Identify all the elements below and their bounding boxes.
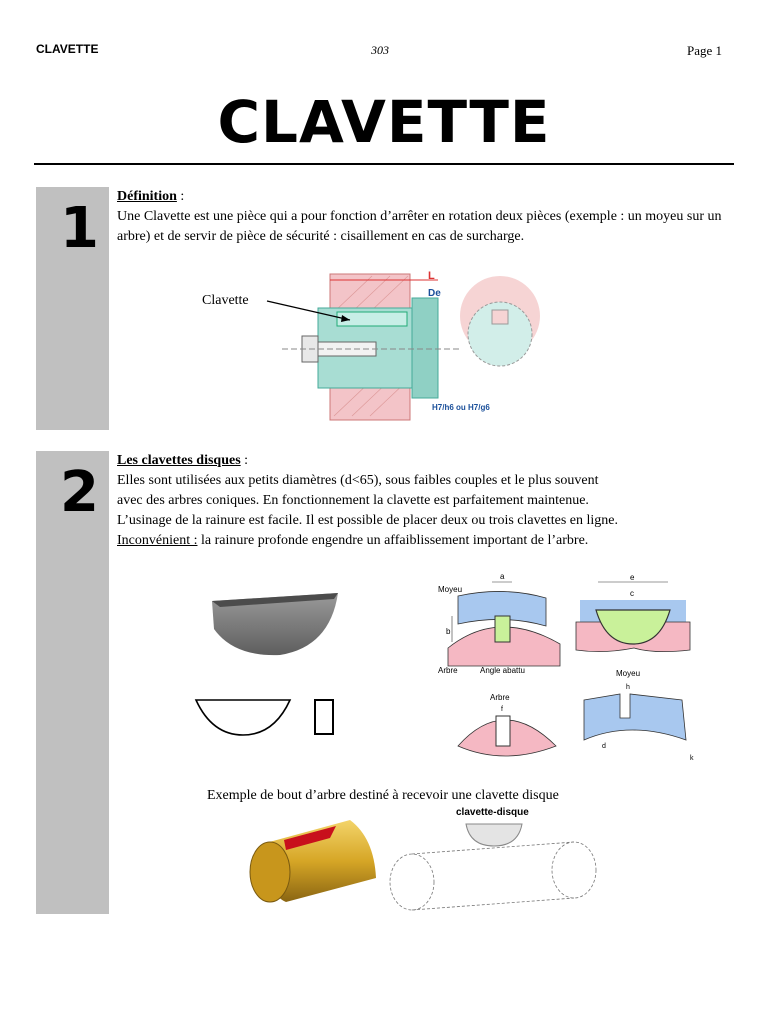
section-1-heading: Définition <box>117 189 177 204</box>
inconvenient-label: Inconvénient : <box>117 533 198 548</box>
header-right: Page 1 <box>687 43 723 58</box>
label-f: f <box>501 706 503 713</box>
clavette-disque-label: clavette-disque <box>456 807 529 818</box>
section-2-inconvenient-line <box>117 531 727 551</box>
label-h: h <box>626 684 630 691</box>
label-arbre: Arbre <box>438 666 458 675</box>
label-moyeu: Moyeu <box>438 585 463 594</box>
header-page-number: 303 <box>371 43 389 57</box>
section-1-heading-suffix: : <box>176 189 185 204</box>
dim-L-label: L <box>428 270 435 282</box>
disc-key-profile <box>196 700 290 735</box>
title-divider <box>34 163 734 165</box>
diagram4-moyeu <box>584 694 686 740</box>
section-2-heading-line <box>117 451 727 471</box>
section-1-text <box>117 187 727 247</box>
page-title: CLAVETTE <box>217 88 551 156</box>
label-d: d <box>602 743 606 750</box>
label-a: a <box>500 572 505 581</box>
section-1-heading-line <box>117 187 727 207</box>
header-left: CLAVETTE <box>36 42 99 56</box>
section-2-text <box>117 451 727 551</box>
section-2-body-line-3: L’usinage de la rainure est facile. Il est possible de placer deux ou trois clavettes en ligne. <box>117 513 618 528</box>
section-1-body: Une Clavette est une pièce qui a pour fonction d’arrêter en rotation deux pièces (exemple : un moyeu sur un arbre) et de servir de pièce de sécurité : cisaillement en cas de surcharge. <box>117 209 722 244</box>
label-e: e <box>630 573 635 582</box>
clavette-label: Clavette <box>202 293 249 308</box>
shaft-end-figures <box>240 804 610 914</box>
disc-key-side <box>315 700 333 734</box>
section-1-number: 1 <box>60 196 99 261</box>
dim-De-label: De <box>428 288 441 299</box>
shaft-3d-end <box>250 842 290 902</box>
label-c: c <box>630 589 634 598</box>
label-moyeu2: Moyeu <box>616 669 641 678</box>
inconvenient-text: la rainure profonde engendre un affaiblissement important de l’arbre. <box>197 533 589 548</box>
disc-key-wireframe <box>466 824 522 846</box>
cross-section-keyway <box>492 310 508 324</box>
label-angle: Angle abattu <box>480 666 525 675</box>
section-2-heading: Les clavettes disques <box>117 453 241 468</box>
diagram3-keyway <box>496 716 510 746</box>
label-k: k <box>690 755 694 762</box>
shaft-wireframe <box>390 842 596 910</box>
section-2-number: 2 <box>60 460 99 525</box>
section-2-body-line-1: Elles sont utilisées aux petits diamètres (d<65), sous faibles couples et le plus souvent <box>117 473 599 488</box>
section-2-heading-suffix: : <box>240 453 249 468</box>
clavette-assembly-figure <box>262 268 552 426</box>
example-caption: Exemple de bout d’arbre destiné à recevoir une clavette disque <box>207 788 559 803</box>
disc-key-dimension-diagrams <box>434 570 706 770</box>
label-arbre2: Arbre <box>490 693 510 702</box>
label-b: b <box>446 627 451 636</box>
disc-key-views <box>190 585 350 740</box>
section-2-body-line-2: avec des arbres coniques. En fonctionnement la clavette est parfaitement maintenue. <box>117 493 589 508</box>
washer <box>412 298 438 398</box>
diagram-key <box>495 616 510 642</box>
tolerance-label: H7/h6 ou H7/g6 <box>432 403 490 412</box>
